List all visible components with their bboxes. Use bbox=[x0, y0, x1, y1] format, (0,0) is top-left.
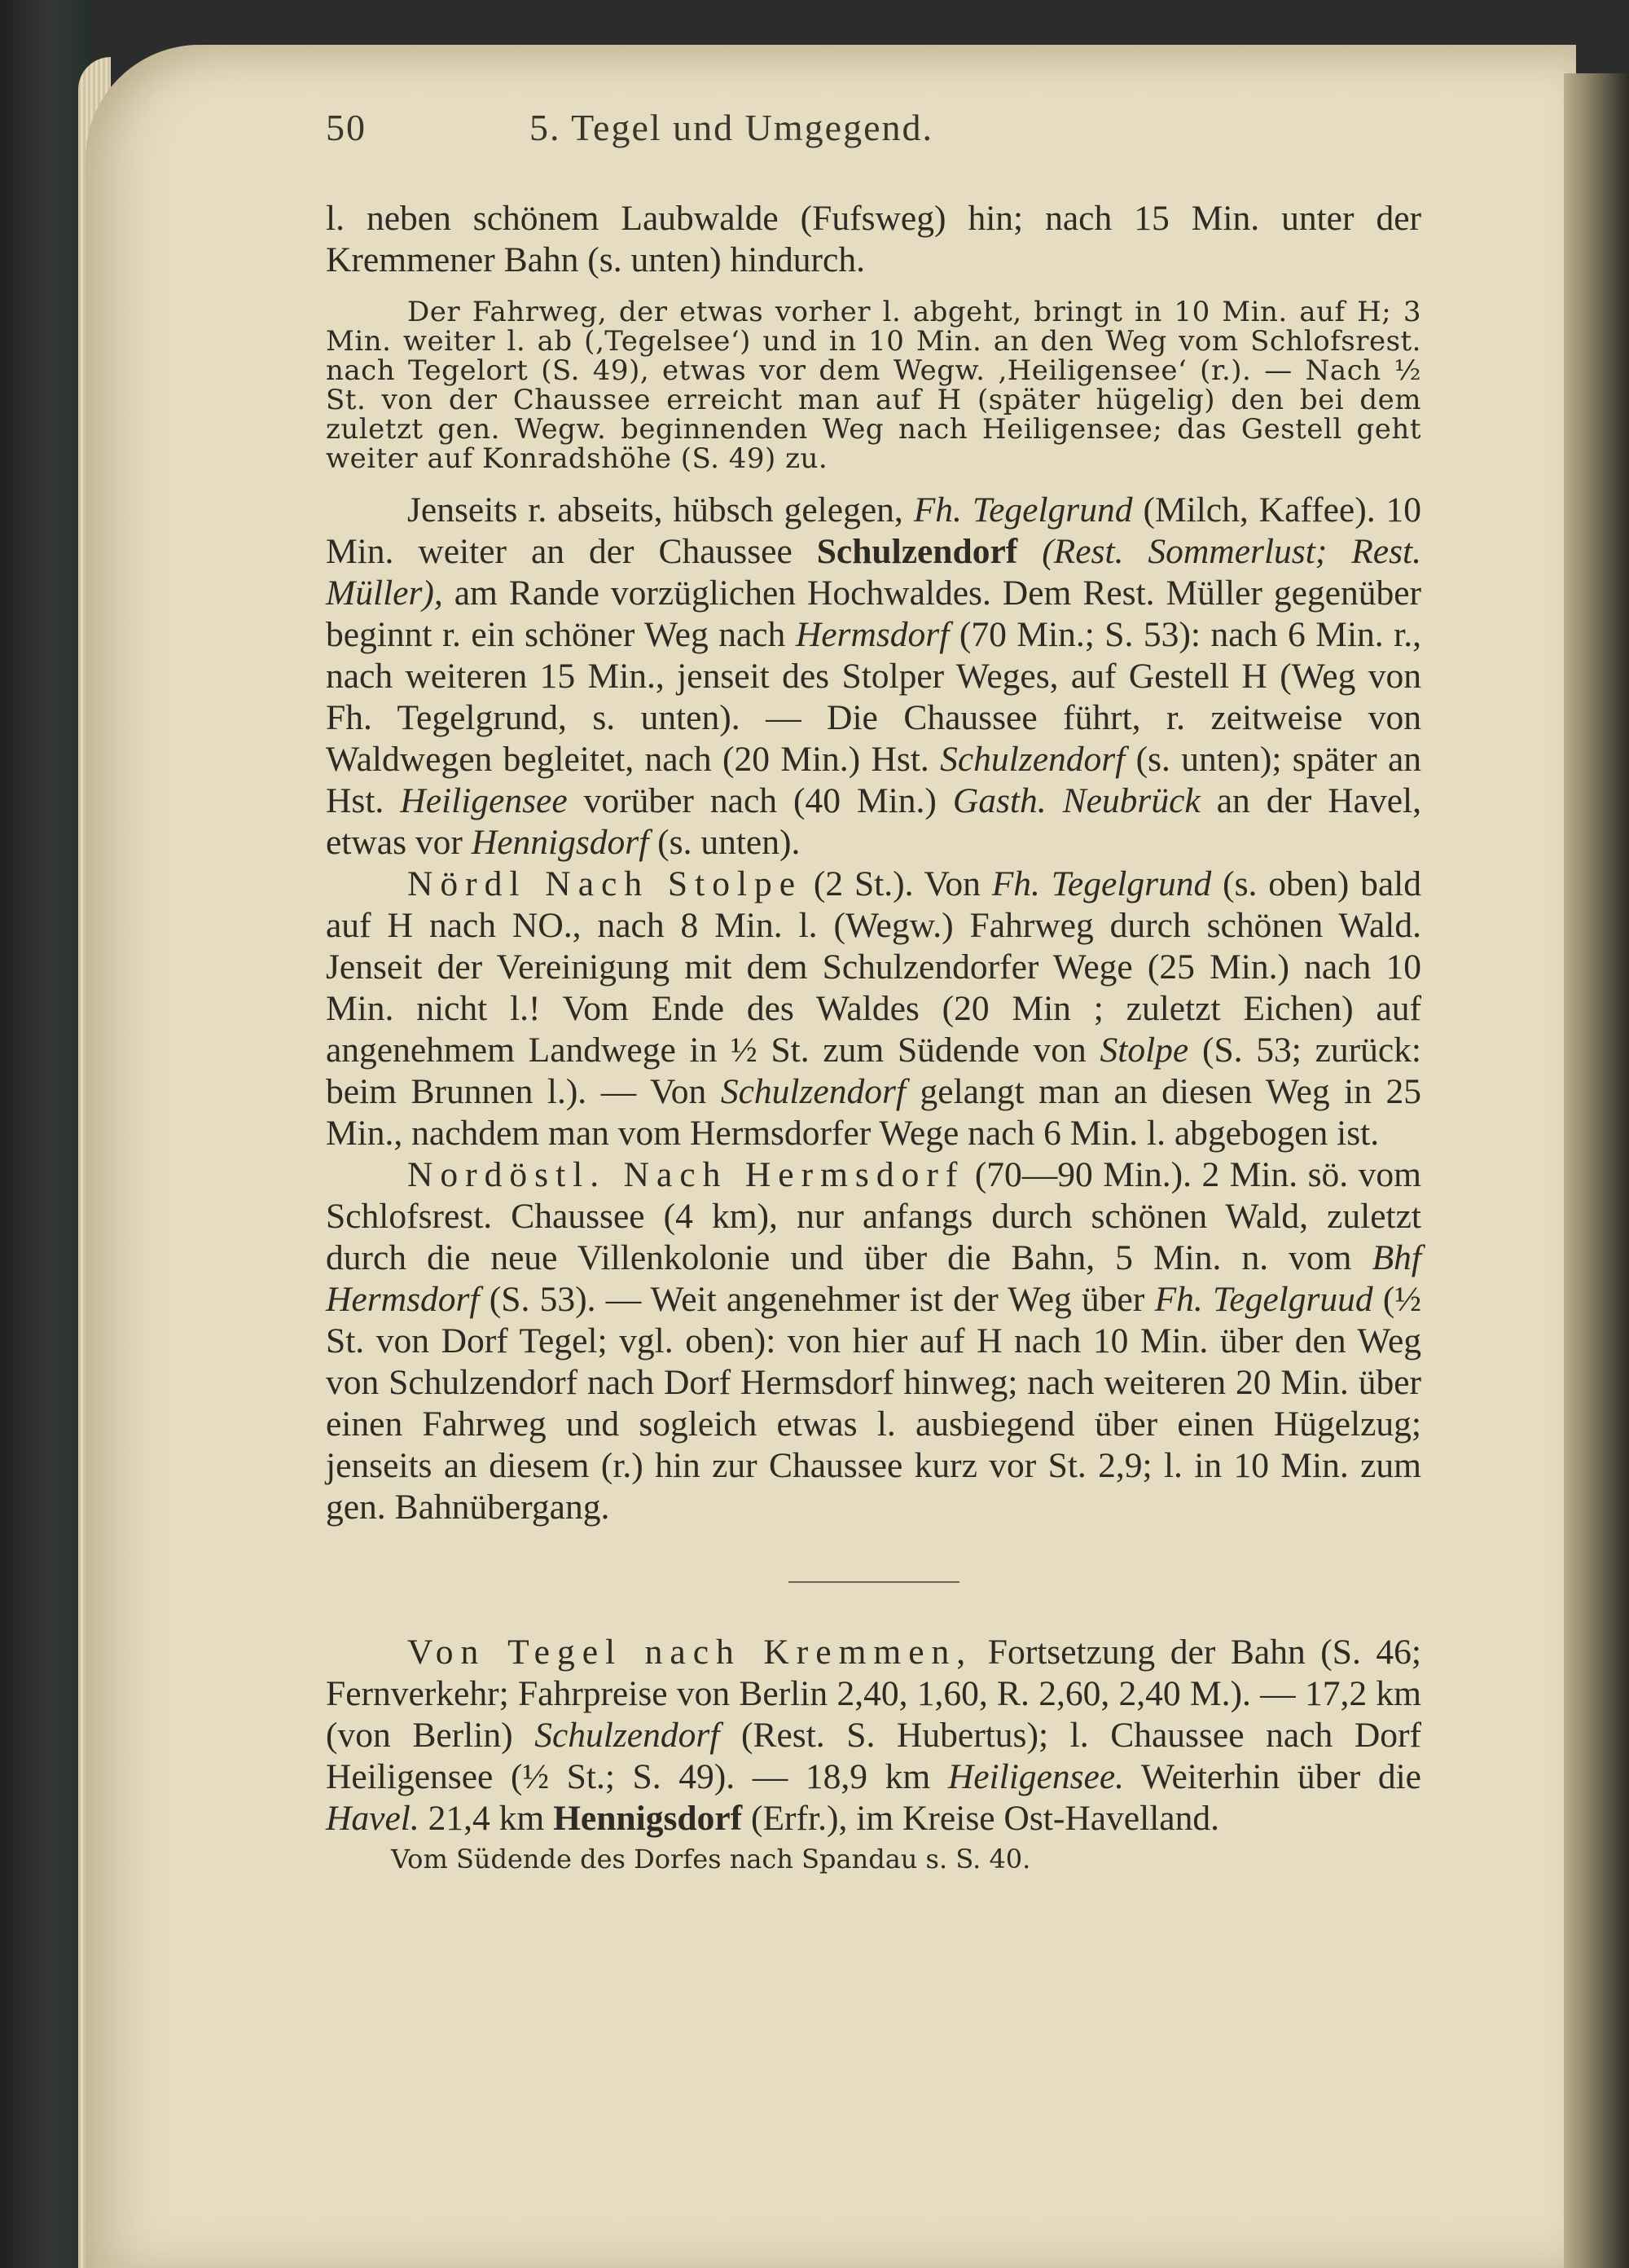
place-name-bold: Hennigsdorf bbox=[553, 1799, 743, 1838]
section-divider bbox=[788, 1581, 959, 1583]
page-content bbox=[326, 106, 1421, 1875]
text-span: (70 Min.; S. 53): nach 6 Min. r., nach weiteren 15 Min., jenseit des Stolper Weges, auf Gestell H (Weg von Fh. Tegelgrund, s. unten). — Die Chaussee führt, r. zeitweise von Waldwegen begleitet, nach (20 Min.) Hst. bbox=[326, 615, 1421, 779]
place-name: (Rest. Sommerlust; Rest. Müller), bbox=[326, 532, 1422, 613]
text-span: 21,4 km bbox=[428, 1799, 545, 1838]
page-number: 50 bbox=[326, 107, 367, 148]
place-name: Fh. Tegelgrund bbox=[913, 490, 1133, 530]
place-name: Schulzendorf bbox=[720, 1072, 906, 1111]
page-header bbox=[326, 106, 1421, 149]
paragraph-1: l. neben schönem Laubwalde (Fufsweg) hin; nach 15 Min. unter der Kremmener Bahn (s. unten) hindurch. bbox=[326, 199, 1421, 279]
text-span: gelangt man an diesen Weg in 25 Min., nachdem man vom Hermsdorfer Wege nach 6 Min. l. abgebogen ist. bbox=[326, 1072, 1422, 1153]
text-span: (Milch, Kaffee). 10 Min. weiter an der Chaussee bbox=[326, 490, 1422, 571]
place-name: Bhf Hermsdorf bbox=[326, 1238, 1422, 1319]
place-name: Fh. Tegelgrund bbox=[991, 864, 1212, 903]
text-span: (s. unten). bbox=[657, 823, 801, 862]
place-name: Heiligensee bbox=[400, 781, 568, 820]
route-heading: Nördl Nach Stolpe bbox=[407, 864, 803, 903]
text-span: (Erfr.), im Kreise Ost-Havelland. bbox=[751, 1799, 1219, 1838]
paragraph-jenseits bbox=[326, 490, 1421, 864]
place-name: Havel. bbox=[326, 1799, 419, 1838]
place-name: Hennigsdorf bbox=[471, 823, 649, 862]
place-name: Stolpe bbox=[1100, 1031, 1189, 1070]
chapter-title: 5. Tegel und Umgegend. bbox=[529, 107, 934, 148]
text-span: am Rande vorzüglichen Hochwaldes. Dem Rest. Müller gegenüber beginnt r. ein schöner Weg nach bbox=[326, 574, 1422, 654]
place-name: Schulzendorf bbox=[940, 740, 1126, 779]
place-name: Schulzendorf bbox=[534, 1716, 720, 1755]
text-span: (Rest. S. Hubertus); l. Chaussee nach Dorf Heiligensee (½ St.; S. 49). — 18,9 km bbox=[326, 1716, 1422, 1796]
place-name: Gasth. Neubrück bbox=[952, 781, 1201, 820]
book-spine-background bbox=[0, 0, 90, 2268]
place-name-bold: Schulzendorf bbox=[816, 532, 1018, 571]
route-heading: Von Tegel nach Kremmen, bbox=[407, 1633, 973, 1672]
text-span: (s. unten); später an Hst. bbox=[326, 740, 1422, 820]
text-span: an der Havel, etwas vor bbox=[326, 781, 1422, 862]
text-span: (S. 53). — Weit angenehmer ist der Weg über bbox=[489, 1280, 1145, 1319]
text-span: vorüber nach (40 Min.) bbox=[583, 781, 937, 820]
route-heading: Nordöstl. Nach Hermsdorf bbox=[407, 1155, 965, 1194]
place-name: Hermsdorf bbox=[795, 615, 950, 654]
text-span: (2 St.). Von bbox=[813, 864, 981, 903]
text-span: (S. 53; zurück: beim Brunnen l.). — Von bbox=[326, 1031, 1422, 1111]
paragraph-hermsdorf bbox=[326, 1154, 1421, 1528]
place-name: Fh. Tegelgruud bbox=[1154, 1280, 1373, 1319]
page-edge-right bbox=[1564, 73, 1629, 2268]
text-span: Jenseits r. abseits, hübsch gelegen, bbox=[407, 490, 903, 530]
paragraph-kremmen bbox=[326, 1632, 1421, 1839]
place-name: Heiligensee. bbox=[947, 1757, 1125, 1796]
paragraph-small-print: Der Fahrweg, der etwas vorher l. abgeht, bringt in 10 Min. auf H; 3 Min. weiter l. ab (‚Tegelsee‘) und in 10 Min. an den Weg vom Schlofsrest. nach Tegelort (S. 49), etwas vor dem Wegw. ‚Heiligensee‘ (r.). — Nach ½ St. von der Chaussee erreicht man auf H (später hügelig) den bei dem zuletzt gen. Wegw. beginnenden Weg nach Heiligensee; das Gestell geht weiter auf Konradshöhe (S. 49) zu. bbox=[326, 296, 1421, 475]
paragraph-stolpe bbox=[326, 864, 1421, 1154]
text-span: Fortsetzung der Bahn (S. 46; Fernverkehr; Fahrpreise von Berlin 2,40, 1,60, R. 2,60, 2,40 M.). — 17,2 km (von Berlin) bbox=[326, 1633, 1422, 1755]
body-text bbox=[326, 198, 1421, 1875]
text-span: (½ St. von Dorf Tegel; vgl. oben): von hier auf H nach 10 Min. über den Weg von Schulzendorf nach Dorf Hermsdorf hinweg; nach weiteren 20 Min. über einen Fahrweg und sogleich etwas l. ausbiegend über einen Hügelzug; jenseits an diesem (r.) hin zur Chaussee kurz vor St. 2,9; l. in 10 Min. zum gen. Bahnübergang. bbox=[326, 1280, 1422, 1527]
text-span: (70—90 Min.). 2 Min. sö. vom Schlofsrest. Chaussee (4 km), nur anfangs durch schönen Wald, zuletzt durch die neue Villenkolonie und über die Bahn, 5 Min. n. vom bbox=[326, 1155, 1421, 1277]
text-span: Weiterhin über die bbox=[1140, 1757, 1421, 1796]
text-span: (s. oben) bald auf H nach NO., nach 8 Min. l. (Wegw.) Fahrweg durch schönen Wald. Jenseit der Vereinigung mit dem Schulzendorfer Wege (25 Min.) nach 10 Min. nicht l.! Vom Ende des Waldes (20 Min ; zuletzt Eichen) auf angenehmem Landwege in ½ St. zum Südende von bbox=[326, 864, 1422, 1070]
footnote: Vom Südende des Dorfes nach Spandau s. S. 40. bbox=[391, 1844, 1031, 1875]
